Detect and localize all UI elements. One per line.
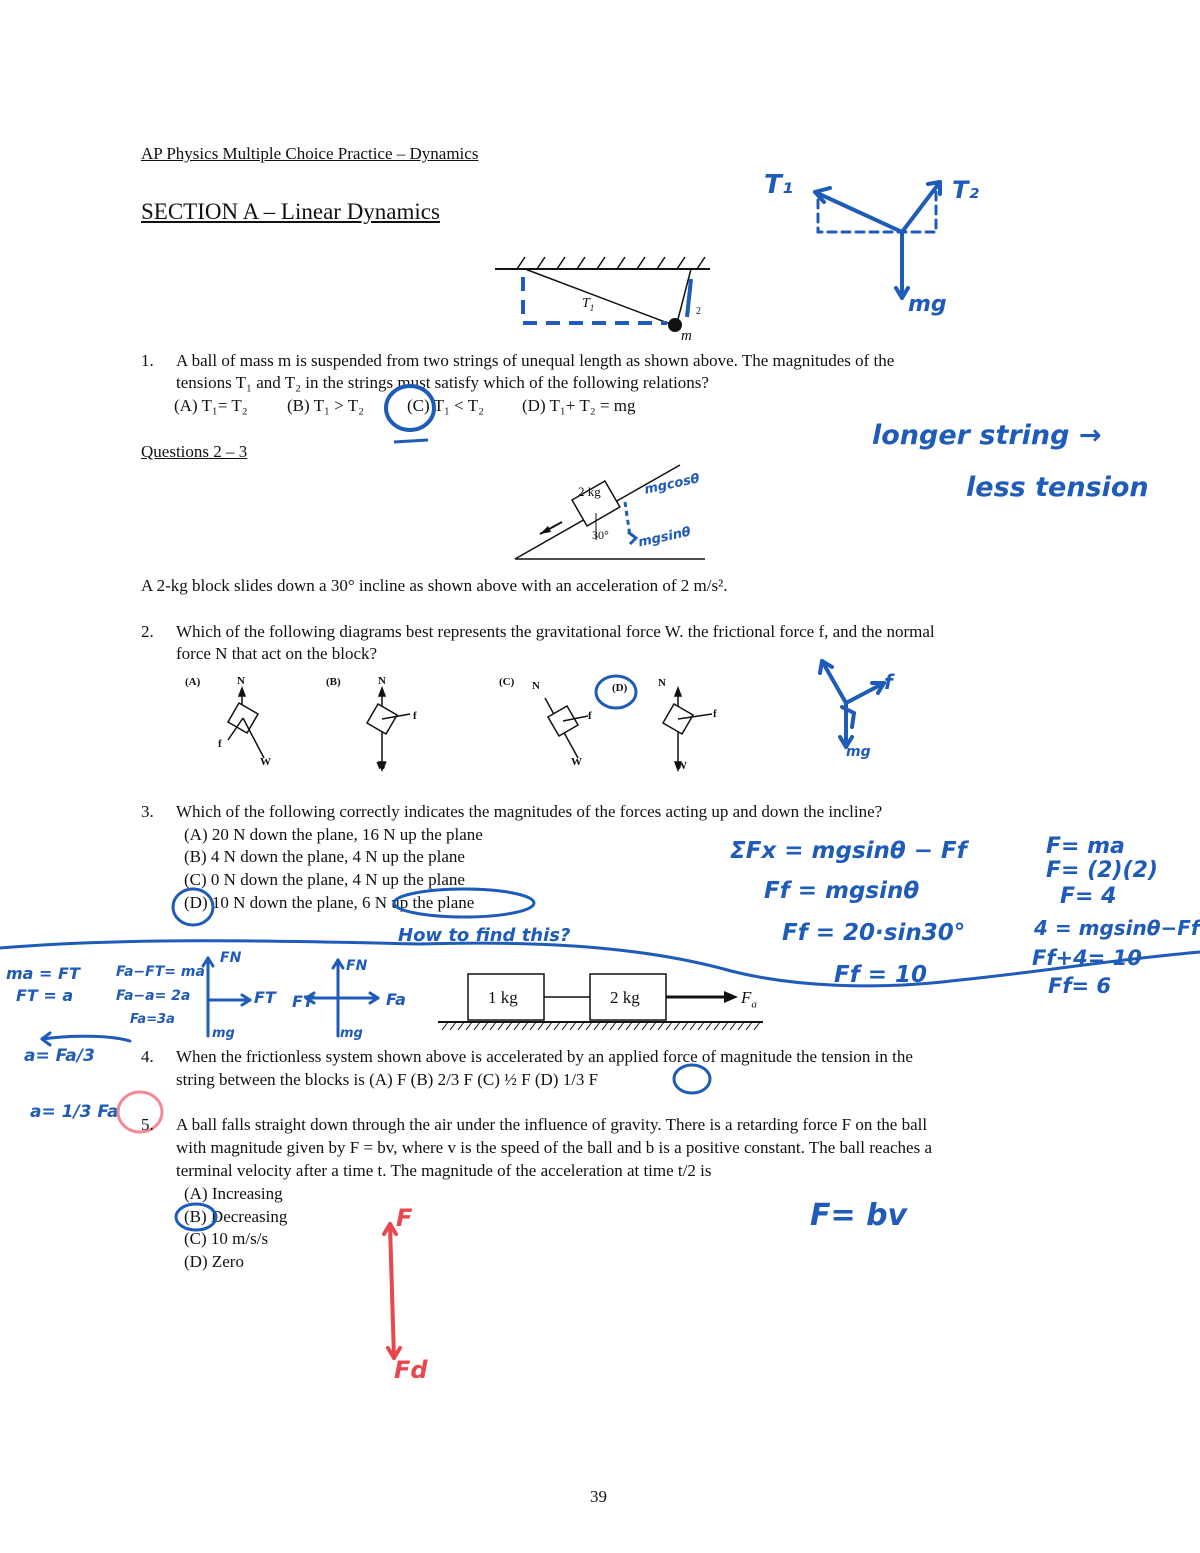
hw-ft2: FT: [292, 992, 314, 1011]
q1-fig-m: m: [681, 328, 692, 344]
q2-number: 2.: [141, 622, 154, 641]
hw-l1: ma = FT: [6, 964, 80, 983]
q5-line3: terminal velocity after a time t. The magnitude of the acceleration at time t/2 is: [176, 1161, 712, 1180]
q2-c-n: N: [532, 680, 540, 692]
hw-l6: a= Fa/3: [24, 1046, 95, 1066]
hw-r1: F= ma: [1046, 834, 1125, 859]
q2-label-c: (C): [499, 676, 515, 688]
q2-label-d: (D): [612, 682, 628, 694]
hw-ft1: FT: [254, 988, 276, 1007]
q2-c-f: f: [588, 710, 592, 722]
q2-answer-circle: [590, 670, 650, 720]
q3-choice-d: (D) 10 N down the plane, 6 N up the plane: [184, 893, 475, 912]
q1-fig-t2: 2: [696, 306, 701, 317]
hw-fn1: FN: [220, 950, 242, 966]
page-number: 39: [590, 1487, 607, 1506]
q1-fig-t1: $T_1$: [582, 296, 595, 313]
q5-choice-b: (B) Decreasing: [184, 1207, 288, 1226]
incline-angle-label: 30°: [592, 528, 609, 542]
hw-r6: Ff= 6: [1048, 974, 1111, 998]
q1-choice-a: (A) T₁= T₂: [174, 396, 248, 415]
hw-eq4: Ff = 10: [834, 962, 928, 988]
hw-mg-b: mg: [340, 1026, 363, 1041]
q2-b-n: N: [378, 675, 386, 687]
hw-mgcos: mgcosθ: [643, 471, 702, 498]
q1-line1: A ball of mass m is suspended from two strings of unequal length as shown above. The magnitudes of the: [176, 351, 895, 370]
hw-mg: mg: [908, 292, 947, 317]
q2-label-b: (B): [326, 676, 341, 688]
q5-choice-d: (D) Zero: [184, 1252, 244, 1271]
q4-answer-circle: [668, 1060, 718, 1100]
q5-choice-a: (A) Increasing: [184, 1184, 283, 1203]
hw-fa2: Fa: [386, 990, 406, 1009]
hw-note-longer: longer string →: [872, 420, 1102, 451]
q2-label-a: (A): [185, 676, 201, 688]
q5-number: 5.: [141, 1115, 154, 1134]
hw-note-less: less tension: [966, 472, 1149, 503]
hw-red-fd: Fd: [394, 1356, 428, 1384]
q2-diagrams: [200, 680, 740, 775]
q4-block2-label: 2 kg: [610, 988, 640, 1007]
hw-q2-mg: mg: [846, 744, 871, 760]
q5-answer-circle: [172, 1200, 222, 1235]
hw-how-to: How to find this?: [398, 925, 571, 946]
q1-answer-circle: [380, 380, 450, 450]
q1-number: 1.: [141, 351, 154, 370]
q5-line1: A ball falls straight down through the air under the influence of gravity. There is a retarding force F on the ball: [176, 1115, 928, 1134]
q1-choice-b: (B) T₁ > T₂: [287, 396, 365, 415]
q3-choice-c: (C) 0 N down the plane, 4 N up the plane: [184, 870, 465, 889]
header-title: AP Physics Multiple Choice Practice – Dynamics: [141, 144, 479, 163]
q4-line2: string between the blocks is (A) F (B) 2/3 F (C) ½ F (D) 1/3 F: [176, 1070, 599, 1089]
hw-l5: Fa=3a: [130, 1012, 175, 1027]
hw-l2: FT = a: [16, 986, 74, 1005]
hw-eq3: Ff = 20·sin30°: [782, 920, 966, 946]
q1-line2: tensions T₁ and T₂ in the strings must satisfy which of the following relations?: [176, 373, 709, 392]
q2-d-w: W: [676, 760, 687, 772]
hw-fn2: FN: [346, 958, 368, 974]
q2-line2: force N that act on the block?: [176, 644, 378, 663]
hw-r4: 4 = mgsinθ−Ff: [1034, 916, 1200, 940]
q3-choice-a: (A) 20 N down the plane, 16 N up the plane: [184, 825, 483, 844]
incline-block-label: 2 kg: [578, 484, 601, 499]
q5-choice-c: (C) 10 m/s/s: [184, 1229, 269, 1248]
q2-c-w: W: [571, 756, 582, 768]
hw-mgsin: mgsinθ: [637, 524, 693, 551]
q23-heading: Questions 2 – 3: [141, 442, 248, 461]
hw-eq2: Ff = mgsinθ: [764, 878, 920, 904]
q2-b-f: f: [413, 710, 417, 722]
q23-stem: A 2-kg block slides down a 30° incline as shown above with an acceleration of 2 m/s².: [141, 576, 728, 595]
q4-force-label: $F_a$: [741, 988, 757, 1011]
hw-r3: F= 4: [1060, 884, 1117, 909]
q2-b-w: W: [376, 760, 387, 772]
q2-line1: Which of the following diagrams best represents the gravitational force W. the frictional force f, and the normal: [176, 622, 935, 641]
q5-red-circle: [110, 1090, 170, 1140]
hw-red-sketch: [370, 1210, 430, 1380]
q1-choice-d: (D) T₁+ T₂ = mg: [522, 396, 636, 415]
section-title: SECTION A – Linear Dynamics: [141, 199, 440, 224]
q4-number: 4.: [141, 1047, 154, 1066]
q3-stem: Which of the following correctly indicates the magnitudes of the forces acting up and down the incline?: [176, 802, 883, 821]
hw-r5: Ff+4= 10: [1032, 946, 1142, 970]
hw-red-f: F: [396, 1204, 413, 1232]
hw-eq1: ΣFx = mgsinθ − Ff: [730, 838, 967, 864]
hw-l4: Fa−a= 2a: [116, 988, 191, 1004]
hw-t2: T₂: [952, 176, 979, 204]
q3-choice-b: (B) 4 N down the plane, 4 N up the plane: [184, 847, 465, 866]
q2-a-w: W: [260, 756, 271, 768]
hw-fbv: F= bv: [810, 1198, 908, 1233]
hw-t1: T₁: [764, 170, 794, 200]
q2-d-n: N: [658, 677, 666, 689]
q4-line1: When the frictionless system shown above is accelerated by an applied force of magnitude the tension in the: [176, 1047, 913, 1066]
hw-q2-f: f: [884, 670, 893, 694]
q4-block1-label: 1 kg: [488, 988, 518, 1007]
hw-l3: Fa−FT= ma: [116, 964, 205, 980]
q1-choice-c: (C) T₁ < T₂: [407, 396, 485, 415]
q5-line2: with magnitude given by F = bv, where v is the speed of the ball and b is a positive constant. The ball reaches a: [176, 1138, 932, 1157]
q2-a-n: N: [237, 675, 245, 687]
q2-a-f: f: [218, 738, 222, 750]
hw-r2: F= (2)(2): [1046, 858, 1158, 883]
q3-number: 3.: [141, 802, 154, 821]
q2-d-f: f: [713, 708, 717, 720]
hw-l7: a= 1/3 Fa: [30, 1102, 119, 1122]
hw-mg-a: mg: [212, 1026, 235, 1041]
